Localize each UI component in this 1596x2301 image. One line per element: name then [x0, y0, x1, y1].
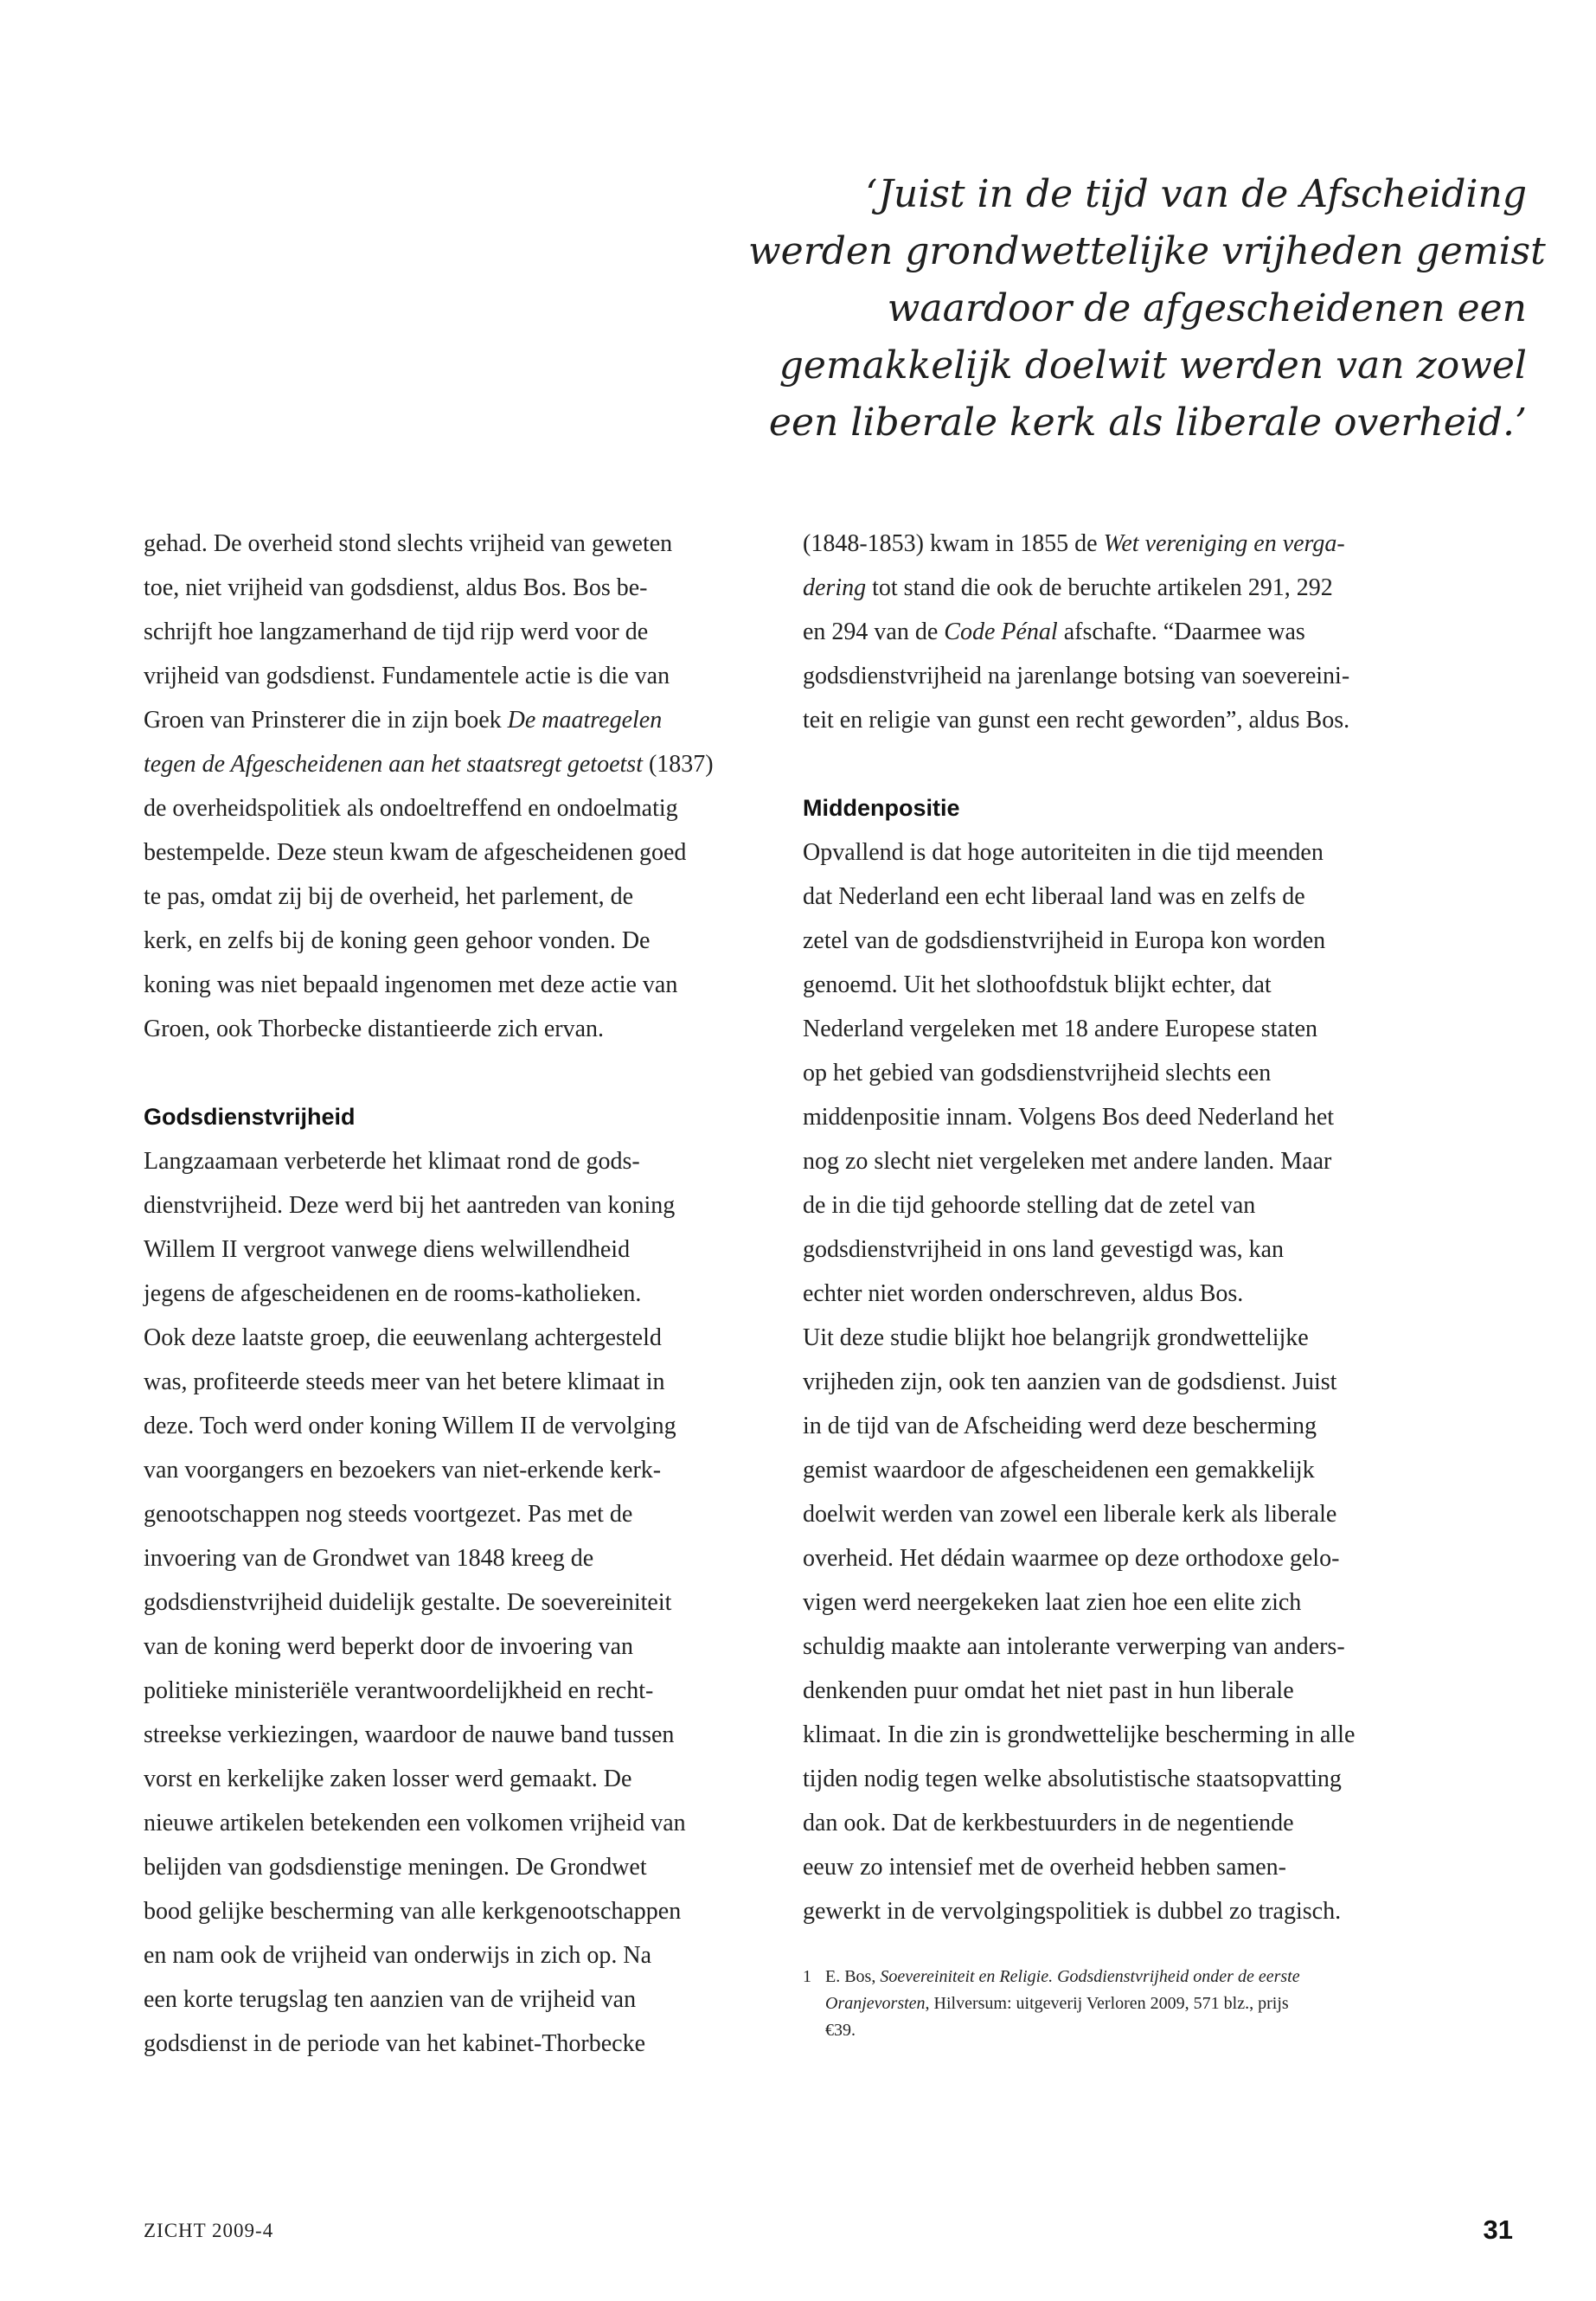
pull-quote	[748, 166, 1546, 452]
text-line: godsdienst in de periode van het kabinet-Thorbecke	[144, 2030, 646, 2057]
text-line: dienstvrijheid. Deze werd bij het aantreden van koning	[144, 1192, 676, 1219]
law-title: dering	[803, 574, 867, 601]
text-line: vigen werd neergekeken laat zien hoe een elite zich	[803, 1589, 1302, 1616]
text-line: nog zo slecht niet vergeleken met andere landen. Maar	[803, 1148, 1332, 1175]
text-line: Willem II vergroot vanwege diens welwillendheid	[144, 1236, 631, 1263]
text-segment: (1837)	[642, 751, 714, 778]
section-heading: Middenpositie	[803, 795, 960, 821]
paragraph-gap	[803, 742, 1408, 786]
text-line: overheid. Het dédain waarmee op deze orthodoxe gelo-	[803, 1545, 1340, 1572]
footnote-line	[825, 1964, 1408, 1990]
text-line: teit en religie van gunst een recht geworden”, aldus Bos.	[803, 707, 1350, 734]
text-line: vorst en kerkelijke zaken losser werd gemaakt. De	[144, 1766, 632, 1792]
text-line: een korte terugslag ten aanzien van de vrijheid van	[144, 1986, 637, 2013]
cited-book-title: Oranjevorsten	[825, 1994, 926, 2013]
pull-quote-line: werden grondwettelijke vrijheden gemist	[748, 229, 1546, 273]
intro-paragraph	[144, 522, 749, 1051]
text-line: denkenden puur omdat het niet past in hun liberale	[803, 1677, 1294, 1704]
text-line: Groen, ook Thorbecke distantieerde zich ervan.	[144, 1016, 605, 1042]
text-line: nieuwe artikelen betekenden een volkomen vrijheid van	[144, 1810, 686, 1836]
text-segment: en 294 van de	[803, 619, 945, 645]
text-line: klimaat. In die zin is grondwettelijke bescherming in alle	[803, 1721, 1356, 1748]
page-number: 31	[1483, 2214, 1513, 2245]
text-line: vrijheden zijn, ook ten aanzien van de godsdienst. Juist	[803, 1368, 1337, 1395]
text-line: de overheidspolitiek als ondoeltreffend en ondoelmatig	[144, 795, 678, 822]
pull-quote-line: gemakkelijk doelwit werden van zowel	[779, 343, 1527, 388]
text-line	[803, 522, 1408, 566]
text-line: schrijft hoe langzamerhand de tijd rijp werd voor de	[144, 619, 649, 645]
text-line: doelwit werden van zowel een liberale kerk als liberale	[803, 1501, 1337, 1528]
intro-paragraph	[803, 522, 1408, 742]
footnote-line: €39.	[825, 2021, 856, 2040]
text-line: dan ook. Dat de kerkbestuurders in de negentiende	[803, 1810, 1294, 1836]
text-line: belijden van godsdienstige meningen. De Grondwet	[144, 1854, 647, 1881]
text-line: dat Nederland een echt liberaal land was en zelfs de	[803, 883, 1305, 910]
text-segment: Groen van Prinsterer die in zijn boek	[144, 707, 508, 734]
text-segment: E. Bos,	[825, 1967, 881, 1986]
law-title: Wet vereniging en verga-	[1103, 530, 1345, 557]
text-line: schuldig maakte aan intolerante verwerping van anders-	[803, 1633, 1345, 1660]
text-line: op het gebied van godsdienstvrijheid slechts een	[803, 1060, 1272, 1086]
text-line: godsdienstvrijheid duidelijk gestalte. De soevereiniteit	[144, 1589, 672, 1616]
body-paragraph	[803, 830, 1408, 1933]
paragraph-gap	[144, 1051, 749, 1095]
text-line: Nederland vergeleken met 18 andere Europese staten	[803, 1016, 1317, 1042]
text-line: toe, niet vrijheid van godsdienst, aldus Bos. Bos be-	[144, 574, 648, 601]
text-line: Uit deze studie blijkt hoe belangrijk grondwettelijke	[803, 1324, 1309, 1351]
text-line: genootschappen nog steeds voortgezet. Pas met de	[144, 1501, 633, 1528]
text-line: Langzaamaan verbeterde het klimaat rond de gods-	[144, 1148, 640, 1175]
text-line: middenpositie innam. Volgens Bos deed Nederland het	[803, 1104, 1335, 1131]
footnote-line	[825, 1990, 1408, 2017]
text-line: godsdienstvrijheid in ons land gevestigd was, kan	[803, 1236, 1285, 1263]
section-heading: Godsdienstvrijheid	[144, 1104, 356, 1130]
cited-book-title: Soevereiniteit en Religie. Godsdienstvrijheid onder de eerste	[880, 1967, 1300, 1986]
text-line: tijden nodig tegen welke absolutistische staatsopvatting	[803, 1766, 1342, 1792]
text-line	[144, 742, 749, 786]
law-title: Code Pénal	[944, 619, 1058, 645]
left-column	[144, 522, 749, 2066]
text-line: godsdienstvrijheid na jarenlange botsing van soevereini-	[803, 663, 1350, 689]
publication-footer: ZICHT 2009-4	[144, 2220, 274, 2241]
text-segment: afschafte. “Daarmee was	[1057, 619, 1305, 645]
text-line: bestempelde. Deze steun kwam de afgescheidenen goed	[144, 839, 687, 866]
text-line: Opvallend is dat hoge autoriteiten in die tijd meenden	[803, 839, 1324, 866]
text-line: eeuw zo intensief met de overheid hebben samen-	[803, 1854, 1287, 1881]
text-line: zetel van de godsdienstvrijheid in Europa kon worden	[803, 927, 1326, 954]
text-line	[144, 698, 749, 742]
text-line: politieke ministeriële verantwoordelijkheid en recht-	[144, 1677, 654, 1704]
text-line: te pas, omdat zij bij de overheid, het parlement, de	[144, 883, 634, 910]
text-line: en nam ook de vrijheid van onderwijs in zich op. Na	[144, 1942, 652, 1969]
text-line: was, profiteerde steeds meer van het betere klimaat in	[144, 1368, 665, 1395]
text-line: bood gelijke bescherming van alle kerkgenootschappen	[144, 1898, 682, 1925]
text-line: kerk, en zelfs bij de koning geen gehoor vonden. De	[144, 927, 651, 954]
text-line: genoemd. Uit het slothoofdstuk blijkt echter, dat	[803, 971, 1272, 998]
text-line: de in die tijd gehoorde stelling dat de zetel van	[803, 1192, 1256, 1219]
text-line: gemist waardoor de afgescheidenen een gemakkelijk	[803, 1457, 1315, 1484]
text-line	[803, 610, 1408, 654]
footnote-text	[825, 1964, 1408, 2044]
text-line	[803, 566, 1408, 610]
text-segment: (1848-1853) kwam in 1855 de	[803, 530, 1104, 557]
text-line: gewerkt in de vervolgingspolitiek is dubbel zo tragisch.	[803, 1898, 1342, 1925]
text-line: deze. Toch werd onder koning Willem II de vervolging	[144, 1413, 676, 1439]
text-segment: , Hilversum: uitgeverij Verloren 2009, 571 blz., prijs	[925, 1994, 1289, 2013]
text-line: gehad. De overheid stond slechts vrijheid van geweten	[144, 530, 673, 557]
pull-quote-line: ‘Juist in de tijd van de Afscheiding	[865, 172, 1527, 216]
text-segment: tot stand die ook de beruchte artikelen 291, 292	[866, 574, 1333, 601]
text-line: van de koning werd beperkt door de invoering van	[144, 1633, 634, 1660]
text-line: van voorgangers en bezoekers van niet-erkende kerk-	[144, 1457, 662, 1484]
text-line: echter niet worden onderschreven, aldus Bos.	[803, 1280, 1244, 1307]
pull-quote-line: waardoor de afgescheidenen een	[887, 286, 1527, 330]
text-line: invoering van de Grondwet van 1848 kreeg de	[144, 1545, 594, 1572]
body-paragraph	[144, 1139, 749, 2066]
text-line: jegens de afgescheidenen en de rooms-katholieken.	[144, 1280, 642, 1307]
right-column	[803, 522, 1408, 1933]
book-title: tegen de Afgescheidenen aan het staatsregt getoetst	[144, 751, 643, 778]
footnote-number: 1	[803, 1967, 811, 1986]
text-line: in de tijd van de Afscheiding werd deze bescherming	[803, 1413, 1317, 1439]
text-line: vrijheid van godsdienst. Fundamentele actie is die van	[144, 663, 670, 689]
pull-quote-line: een liberale kerk als liberale overheid.’	[768, 401, 1527, 445]
book-title: De maatregelen	[507, 707, 663, 734]
footnote	[803, 1964, 1408, 2044]
text-line: koning was niet bepaald ingenomen met deze actie van	[144, 971, 678, 998]
text-line: Ook deze laatste groep, die eeuwenlang achtergesteld	[144, 1324, 662, 1351]
text-line: streekse verkiezingen, waardoor de nauwe band tussen	[144, 1721, 675, 1748]
